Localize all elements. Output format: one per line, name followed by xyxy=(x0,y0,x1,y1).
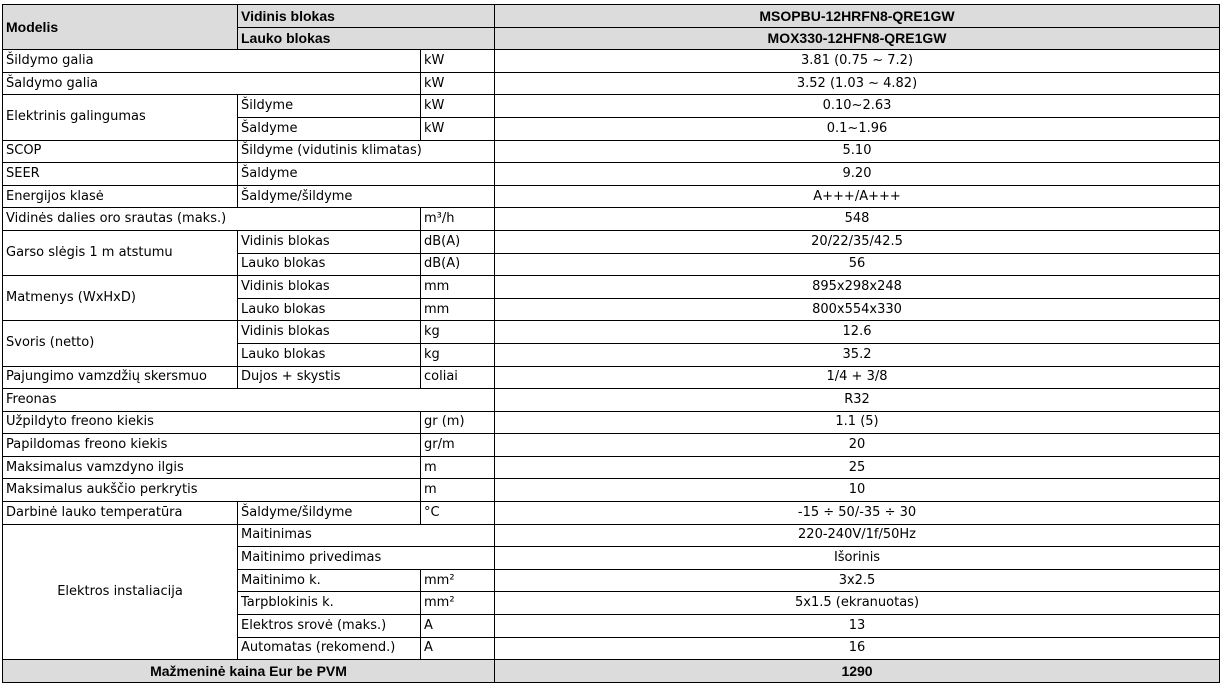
row-value: 16 xyxy=(495,637,1220,660)
row-sublabel: Elektros srovė (maks.) xyxy=(238,615,421,638)
table-row xyxy=(3,163,1220,186)
row-value: 3.81 (0.75 ~ 7.2) xyxy=(495,50,1220,73)
row-label: Elektrinis galingumas xyxy=(3,95,238,140)
row-value: 56 xyxy=(495,253,1220,276)
row-unit: °C xyxy=(421,502,495,525)
table-row xyxy=(3,230,1220,253)
row-sublabel: Tarpblokinis k. xyxy=(238,592,421,615)
table-row xyxy=(3,276,1220,299)
row-sublabel: Lauko blokas xyxy=(238,343,421,366)
price-value: 1290 xyxy=(495,660,1220,683)
row-value: 0.1~1.96 xyxy=(495,117,1220,140)
spec-table xyxy=(2,4,1220,683)
table-row xyxy=(3,524,1220,547)
row-label: Šaldymo galia xyxy=(3,72,421,95)
row-unit: m xyxy=(421,479,495,502)
row-unit: coliai xyxy=(421,366,495,389)
price-row xyxy=(3,660,1220,683)
row-label: Papildomas freono kiekis xyxy=(3,434,421,457)
row-sublabel: Dujos + skystis xyxy=(238,366,421,389)
row-unit: kW xyxy=(421,72,495,95)
table-row xyxy=(3,389,1220,412)
row-label: Maksimalus aukščio perkrytis xyxy=(3,479,421,502)
row-value: 1.1 (5) xyxy=(495,411,1220,434)
row-unit: mm xyxy=(421,276,495,299)
row-value: -15 ÷ 50/-35 ÷ 30 xyxy=(495,502,1220,525)
table-row xyxy=(3,456,1220,479)
row-unit: mm² xyxy=(421,592,495,615)
table-row xyxy=(3,366,1220,389)
table-row xyxy=(3,50,1220,73)
row-label: Matmenys (WxHxD) xyxy=(3,276,238,321)
table-row xyxy=(3,479,1220,502)
row-label: Vidinės dalies oro srautas (maks.) xyxy=(3,208,421,231)
indoor-model: MSOPBU-12HRFN8-QRE1GW xyxy=(495,5,1220,28)
row-sublabel: Lauko blokas xyxy=(238,253,421,276)
row-label: SEER xyxy=(3,163,238,186)
row-value: 548 xyxy=(495,208,1220,231)
row-value: 13 xyxy=(495,615,1220,638)
row-value: 895x298x248 xyxy=(495,276,1220,299)
row-sublabel: Šaldyme xyxy=(238,163,495,186)
row-label: Šildymo galia xyxy=(3,50,421,73)
row-value: 20/22/35/42.5 xyxy=(495,230,1220,253)
row-value: 5.10 xyxy=(495,140,1220,163)
row-value: 35.2 xyxy=(495,343,1220,366)
row-sublabel: Šaldyme/šildyme xyxy=(238,185,495,208)
table-row xyxy=(3,321,1220,344)
model-header: Modelis xyxy=(3,5,238,50)
table-row xyxy=(3,208,1220,231)
row-unit: mm² xyxy=(421,569,495,592)
price-label: Mažmeninė kaina Eur be PVM xyxy=(3,660,495,683)
row-value: A+++/A+++ xyxy=(495,185,1220,208)
row-sublabel: Šildyme (vidutinis klimatas) xyxy=(238,140,495,163)
outdoor-model: MOX330-12HFN8-QRE1GW xyxy=(495,27,1220,50)
row-label: Energijos klasė xyxy=(3,185,238,208)
row-sublabel: Automatas (rekomend.) xyxy=(238,637,421,660)
row-unit: kg xyxy=(421,321,495,344)
row-sublabel: Šaldyme/šildyme xyxy=(238,502,421,525)
row-label: Darbinė lauko temperatūra xyxy=(3,502,238,525)
row-label: Freonas xyxy=(3,389,495,412)
header-row-indoor xyxy=(3,5,1220,28)
table-row xyxy=(3,411,1220,434)
row-unit: gr/m xyxy=(421,434,495,457)
row-value: 3.52 (1.03 ~ 4.82) xyxy=(495,72,1220,95)
row-value: 10 xyxy=(495,479,1220,502)
row-label: SCOP xyxy=(3,140,238,163)
table-row xyxy=(3,140,1220,163)
row-unit: kW xyxy=(421,50,495,73)
row-sublabel: Maitinimo k. xyxy=(238,569,421,592)
row-unit: A xyxy=(421,637,495,660)
row-sublabel: Vidinis blokas xyxy=(238,230,421,253)
row-sublabel: Maitinimas xyxy=(238,524,495,547)
row-label: Garso slėgis 1 m atstumu xyxy=(3,230,238,275)
row-sublabel: Lauko blokas xyxy=(238,298,421,321)
row-unit: dB(A) xyxy=(421,253,495,276)
row-value: 25 xyxy=(495,456,1220,479)
row-value: 220-240V/1f/50Hz xyxy=(495,524,1220,547)
row-sublabel: Maitinimo privedimas xyxy=(238,547,495,570)
row-value: R32 xyxy=(495,389,1220,412)
row-unit: kW xyxy=(421,117,495,140)
row-label: Elektros instaliacija xyxy=(3,524,238,660)
row-sublabel: Šaldyme xyxy=(238,117,421,140)
table-row xyxy=(3,95,1220,118)
row-value: 9.20 xyxy=(495,163,1220,186)
row-label: Užpildyto freono kiekis xyxy=(3,411,421,434)
row-sublabel: Vidinis blokas xyxy=(238,321,421,344)
table-row xyxy=(3,434,1220,457)
table-row xyxy=(3,502,1220,525)
row-value: 5x1.5 (ekranuotas) xyxy=(495,592,1220,615)
row-unit: kg xyxy=(421,343,495,366)
row-label: Pajungimo vamzdžių skersmuo xyxy=(3,366,238,389)
row-value: Išorinis xyxy=(495,547,1220,570)
row-label: Maksimalus vamzdyno ilgis xyxy=(3,456,421,479)
row-value: 0.10~2.63 xyxy=(495,95,1220,118)
row-unit: dB(A) xyxy=(421,230,495,253)
row-value: 20 xyxy=(495,434,1220,457)
row-unit: kW xyxy=(421,95,495,118)
row-value: 1/4 + 3/8 xyxy=(495,366,1220,389)
row-unit: A xyxy=(421,615,495,638)
row-sublabel: Vidinis blokas xyxy=(238,276,421,299)
outdoor-unit-label: Lauko blokas xyxy=(238,27,495,50)
row-sublabel: Šildyme xyxy=(238,95,421,118)
row-unit: mm xyxy=(421,298,495,321)
row-value: 800x554x330 xyxy=(495,298,1220,321)
row-value: 3x2.5 xyxy=(495,569,1220,592)
row-value: 12.6 xyxy=(495,321,1220,344)
indoor-unit-label: Vidinis blokas xyxy=(238,5,495,28)
row-unit: m xyxy=(421,456,495,479)
row-unit: gr (m) xyxy=(421,411,495,434)
table-row xyxy=(3,185,1220,208)
row-unit: m³/h xyxy=(421,208,495,231)
table-row xyxy=(3,72,1220,95)
row-label: Svoris (netto) xyxy=(3,321,238,366)
